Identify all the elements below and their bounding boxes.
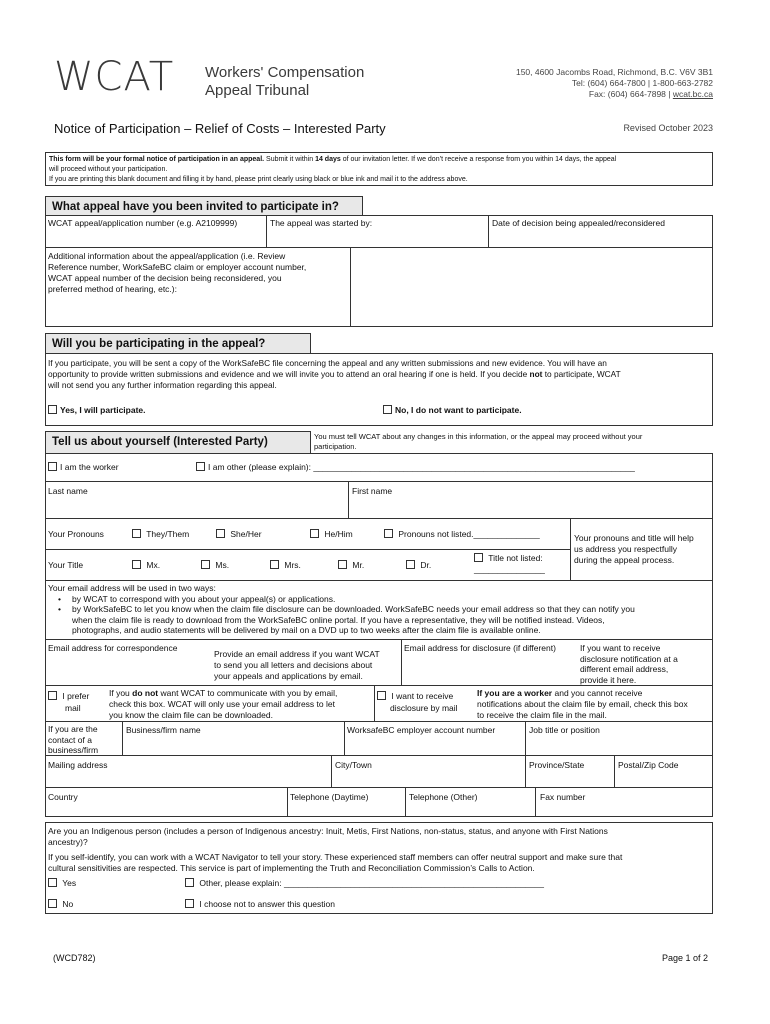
intro-deadline: 14 days [315,156,341,163]
participation-emphasis: not [529,369,543,379]
worker-option[interactable] [48,462,119,473]
additional-info-line: Reference number, WorkSafeBC claim or employer account number, [48,262,307,272]
title-ms-checkbox[interactable] [201,560,210,569]
wcat-logo: WCAT [54,54,175,100]
email-usage-bullet [72,604,635,636]
email-corr-help-line: your appeals and applications by email. [214,671,363,681]
email-corr-field[interactable] [48,656,208,682]
indigenous-question-line: Are you an Indigenous person (includes a person of Indigenous ancestry: Inuit, Metis, First Nations, non-status, status, and anyone with First Nations [48,826,608,836]
pronoun-he-checkbox[interactable] [310,529,319,538]
disclosure-mail-help-line: to receive the claim file in the mail. [477,710,607,720]
telephone-day-label: Telephone (Daytime) [290,792,369,802]
disclosure-mail-emphasis: If you are a worker [477,688,553,698]
form-code: (WCD782) [53,953,96,963]
indigenous-decline-option[interactable] [185,899,335,910]
email-corr-help-line: Provide an email address if you want WCAT [214,649,380,659]
contact-label-line: business/firm [48,745,99,755]
email-disc-help-line: provide it here. [580,674,637,685]
disclosure-mail-label: I want to receive [391,691,454,701]
email-disc-field[interactable] [404,656,574,682]
pronoun-help-line: us address you respectfully [574,544,677,554]
participation-line: If you participate, you will be sent a copy of the WorkSafeBC file concerning the appeal and any written submissions and new evidence. You will have an [48,358,607,368]
title-not-listed-label: Title not listed: [488,553,543,563]
prefer-mail-help-line: want WCAT to communicate with you by email, [158,688,338,698]
pronoun-other-option[interactable] [384,529,540,540]
title-mrs-checkbox[interactable] [270,560,279,569]
intro-text: of our invitation letter. If we don’t receive a response from you within 14 days, the appeal [340,156,617,163]
last-name-field[interactable] [48,498,344,516]
disclosure-mail-help-line: and you cannot receive [552,688,643,698]
org-name [205,64,364,100]
additional-info-label [48,251,306,295]
contact-label-line: contact of a [48,734,92,745]
changes-notice [314,432,642,452]
title-ms-option[interactable] [201,560,229,571]
pronouns-label: Your Pronouns [48,529,104,539]
title-dr-option[interactable] [406,560,431,571]
prefer-mail-emphasis: do not [132,688,159,698]
first-name-label: First name [352,486,393,496]
province-label: Province/State [529,760,585,770]
title-mx-label: Mx. [146,560,161,570]
title-mx-checkbox[interactable] [132,560,141,569]
indigenous-no-checkbox[interactable] [48,899,57,908]
indigenous-question-line: ancestry)? [48,837,88,847]
pronoun-they-label: They/Them [146,529,190,539]
disclosure-mail-help [477,688,688,721]
title-not-listed-option[interactable] [474,553,545,575]
page-number: Page 1 of 2 [661,953,708,963]
prefer-mail-label: I prefer [62,691,90,701]
prefer-mail-option[interactable] [48,690,89,714]
participation-line: will not send you any further information regarding this appeal. [48,380,277,390]
indigenous-no-option[interactable] [48,899,73,910]
pronoun-help-line: during the appeal process. [574,555,675,565]
indigenous-other-label: Other, please explain: _______________________________________________________ [199,878,544,888]
disclosure-mail-checkbox[interactable] [377,691,386,700]
title-not-listed-line: _______________ [474,564,545,574]
indigenous-other-checkbox[interactable] [185,878,194,887]
last-name-label: Last name [48,486,88,496]
title-mrs-option[interactable] [270,560,301,571]
pronoun-she-label: She/Her [230,529,262,539]
indigenous-info [48,852,622,874]
additional-info-field[interactable] [354,250,710,325]
pronoun-they-checkbox[interactable] [132,529,141,538]
pronoun-she-checkbox[interactable] [216,529,225,538]
email-corr-help-line: to send you all letters and decisions about [214,660,373,670]
participate-no-option[interactable] [383,405,522,416]
started-by-label: The appeal was started by: [270,218,373,228]
intro-lead: This form will be your formal notice of participation in an appeal. [49,156,265,163]
address-line: 150, 4600 Jacombs Road, Richmond, B.C. V6V 3B1 [515,67,713,77]
contact-address [516,67,713,100]
additional-info-line: Additional information about the appeal/application (i.e. Review [48,251,286,261]
email-disc-label: Email address for disclosure (if different) [404,643,556,653]
city-label: City/Town [335,760,372,770]
first-name-field[interactable] [352,498,710,516]
indigenous-decline-label: I choose not to answer this question [199,899,335,909]
participation-line: to participate, WCAT [542,369,621,379]
participate-yes-checkbox[interactable] [48,405,57,414]
appeal-number-label: WCAT appeal/application number (e.g. A2109999) [48,218,238,228]
pronoun-other-label: Pronouns not listed.______________ [398,529,540,539]
pronoun-he-option[interactable] [310,529,353,540]
indigenous-yes-option[interactable] [48,878,76,889]
disclosure-mail-help-line: notifications about the claim file by email, check this box [477,699,688,709]
section-appeal-heading: What appeal have you been invited to participate in? [45,196,363,216]
participation-text [48,358,621,391]
email-usage-line: • by WorkSafeBC to let you know when the claim file disclosure can be downloaded. WorkSafeBC needs your email address so that they can notify you [72,604,635,614]
indigenous-no-label: No [62,899,74,909]
pronoun-she-option[interactable] [216,529,262,540]
email-corr-label: Email address for correspondence [48,643,178,653]
prefer-mail-help-line: you know the claim file can be downloaded. [109,710,273,720]
pronoun-help [574,533,694,566]
email-usage-line: when the claim file is ready to download from the WorkSafeBC online portal. If you have a representative, they will be notified instead. Videos, [72,614,605,625]
contact-label-line: If you are the [48,724,98,734]
pronoun-help-line: Your pronouns and title will help [574,533,694,543]
email-disc-help-line: If you want to receive [580,643,661,653]
employer-account-label: WorksafeBC employer account number [347,725,496,735]
pronoun-he-label: He/Him [324,529,353,539]
intro-notice [45,152,713,186]
mailing-address-label: Mailing address [48,760,108,770]
intro-text: Submit it within [264,156,316,163]
email-disc-help-line: different email address, [580,664,669,674]
worker-checkbox[interactable] [48,462,57,471]
title-ms-label: Ms. [215,560,230,570]
org-name-line2: Appeal Tribunal [205,82,310,99]
started-by-field[interactable] [270,218,486,245]
title-label: Your Title [48,560,84,570]
indigenous-yes-checkbox[interactable] [48,878,57,887]
email-usage-line: photographs, and audio statements will be delivered by mail on a DVD up to two weeks after the claim file is available online. [72,625,541,635]
email-usage-intro: Your email address will be used in two ways: [48,583,216,593]
prefer-mail-label: mail [65,703,81,713]
org-name-line1: Workers' Compensation [205,64,365,81]
fax-line: Fax: (604) 664-7898 | [588,89,673,99]
contact-of-business-label [48,724,98,756]
title-mr-label: Mr. [352,560,365,570]
section-participation-heading: Will you be participating in the appeal? [45,333,311,354]
title-mr-checkbox[interactable] [338,560,347,569]
intro-text: If you are printing this blank document and filling it by hand, please print clearly using black or blue ink and mail it to the address above. [49,176,468,183]
pronoun-other-checkbox[interactable] [384,529,393,538]
intro-text: will proceed without your participation. [49,166,168,173]
title-not-listed-checkbox[interactable] [474,553,483,562]
fax-label: Fax number [540,792,586,802]
website-link[interactable]: wcat.bc.ca [672,89,713,99]
indigenous-info-line: cultural sensitivities are respected. This service is part of implementing the Truth and Reconciliation Commission’s Calls to Action. [48,863,535,873]
telephone-other-label: Telephone (Other) [409,792,478,802]
section-about-heading: Tell us about yourself (Interested Party) [45,431,311,453]
disclosure-mail-option[interactable] [377,690,458,714]
title-dr-checkbox[interactable] [406,560,415,569]
changes-notice-line: participation. [314,442,357,451]
participation-line: opportunity to provide written submissions and evidence and we will invite you to attend an oral hearing if one is held. If you decide [48,369,530,379]
job-title-label: Job title or position [529,725,600,735]
changes-notice-line: You must tell WCAT about any changes in this information, or the appeal may proceed without your [314,432,643,441]
country-label: Country [48,792,78,802]
worker-label: I am the worker [60,462,119,472]
participate-no-checkbox[interactable] [383,405,392,414]
prefer-mail-checkbox[interactable] [48,691,57,700]
other-option[interactable] [196,462,635,473]
title-mx-option[interactable] [132,560,160,571]
participate-yes-label: Yes, I will participate. [60,405,146,415]
other-checkbox[interactable] [196,462,205,471]
email-disc-help [580,643,678,685]
indigenous-decline-checkbox[interactable] [185,899,194,908]
pronoun-they-option[interactable] [132,529,189,540]
disclosure-mail-label: disclosure by mail [390,703,458,713]
participate-no-label: No, I do not want to participate. [395,405,522,415]
additional-info-line: preferred method of hearing, etc.): [48,284,177,294]
prefer-mail-help-line: If you [109,688,133,698]
indigenous-question [48,826,608,848]
title-mrs-label: Mrs. [284,560,301,570]
email-disc-help-line: disclosure notification at a [580,653,678,664]
title-dr-label: Dr. [420,560,432,570]
other-label: I am other (please explain): ____________________________________________________________________ [208,462,635,472]
title-mr-option[interactable] [338,560,364,571]
participate-yes-option[interactable] [48,405,146,416]
email-usage-bullet: • by WCAT to correspond with you about your appeal(s) or applications. [72,594,635,605]
revised-date: Revised October 2023 [623,123,713,133]
business-name-label: Business/firm name [126,725,201,735]
prefer-mail-help-line: check this box. WCAT will only use your email address to let [109,699,335,709]
indigenous-yes-label: Yes [62,878,77,888]
phone-line: Tel: (604) 664-7800 | 1-800-663-2782 [571,78,713,88]
form-title: Notice of Participation – Relief of Costs – Interested Party [54,121,386,136]
email-corr-help [214,649,380,682]
email-usage-info [48,583,635,636]
additional-info-line: WCAT appeal number of the decision being reconsidered, you [48,273,282,283]
indigenous-info-line: If you self-identify, you can work with a WCAT Navigator to tell your story. These experienced staff members can offer neutral support and make sure that [48,852,623,862]
prefer-mail-help [109,688,337,721]
decision-date-label: Date of decision being appealed/reconsidered [492,218,665,228]
indigenous-other-option[interactable] [185,878,544,889]
postal-label: Postal/Zip Code [618,760,679,770]
